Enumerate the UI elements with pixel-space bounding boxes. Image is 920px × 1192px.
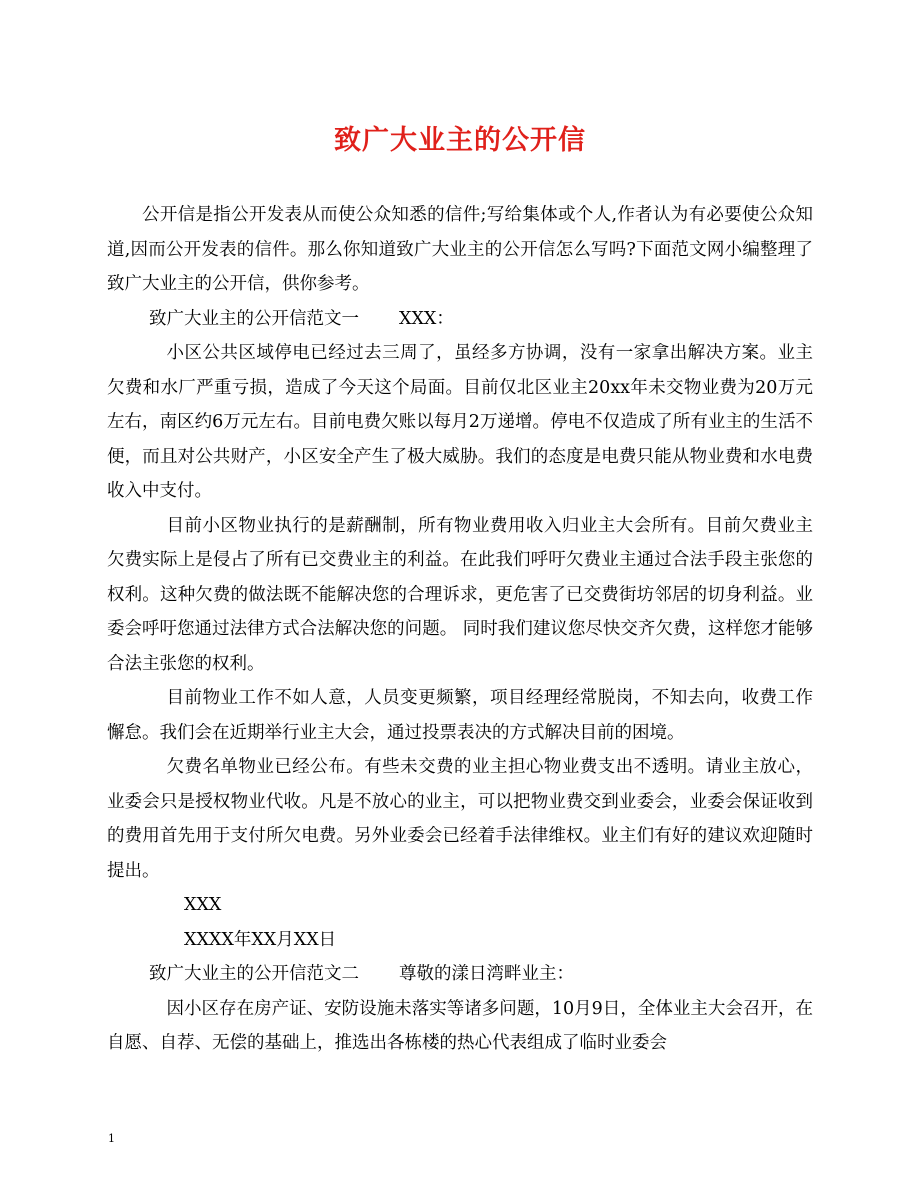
document-body	[107, 198, 813, 1061]
page-number: 1	[108, 1132, 115, 1145]
document-title: 致广大业主的公开信	[334, 125, 586, 156]
sample1-signature: XXX	[184, 895, 222, 915]
sample1-paragraph: 小区公共区域停电已经过去三周了，虽经多方协调，没有一家拿出解决方案。业主欠费和水厂严重亏损，造成了今天这个局面。目前仅北区业主20xx年未交物业费为20万元左右，南区约6万元左右。目前电费欠账以每月2万递增。停电不仅造成了所有业主的生活不便，而且对公共财产，小区安全产生了极大威胁。我们的态度是电费只能从物业费和水电费收入中支付。	[107, 343, 813, 501]
sample1-heading: 致广大业主的公开信范文一	[149, 308, 359, 329]
sample1-salutation: XXX：	[399, 308, 454, 329]
sample2-salutation: 尊敬的漾日湾畔业主：	[399, 964, 574, 984]
sample1-paragraph: 目前小区物业执行的是薪酬制，所有物业费用收入归业主大会所有。目前欠费业主欠费实际上是侵占了所有已交费业主的利益。在此我们呼吁欠费业主通过合法手段主张您的权利。这种欠费的做法既不能解决您的合理诉求，更危害了已交费街坊邻居的切身利益。业委会呼吁您通过法律方式合法解决您的问题。 同时我们建议您尽快交齐欠费，这样您才能够合法主张您的权利。	[107, 515, 813, 674]
sample1-paragraph: 目前物业工作不如人意，人员变更频繁，项目经理经常脱岗，不知去向，收费工作懈怠。我们会在近期举行业主大会，通过投票表决的方式解决目前的困境。	[107, 688, 813, 743]
sample2-heading-line	[107, 957, 813, 992]
sample1-heading-line	[107, 302, 813, 337]
sample1-date: XXXX年XX月XX日	[184, 929, 337, 950]
sample2-heading: 致广大业主的公开信范文二	[149, 964, 359, 984]
sample2-paragraph: 因小区存在房产证、安防设施未落实等诸多问题，10月9日，全体业主大会召开，在自愿、自荐、无偿的基础上，推选出各栋楼的热心代表组成了临时业委会	[107, 998, 813, 1053]
sample1-paragraph: 欠费名单物业已经公布。有些未交费的业主担心物业费支出不透明。请业主放心，业委会只是授权物业代收。凡是不放心的业主，可以把物业费交到业委会，业委会保证收到的费用首先用于支付所欠电费。另外业委会已经着手法律维权。业主们有好的建议欢迎随时提出。	[107, 757, 813, 881]
intro-paragraph: 公开信是指公开发表从而使公众知悉的信件;写给集体或个人,作者认为有必要使公众知道,因而公开发表的信件。那么你知道致广大业主的公开信怎么写吗?下面范文网小编整理了致广大业主的公开信，供你参考。	[107, 205, 813, 294]
